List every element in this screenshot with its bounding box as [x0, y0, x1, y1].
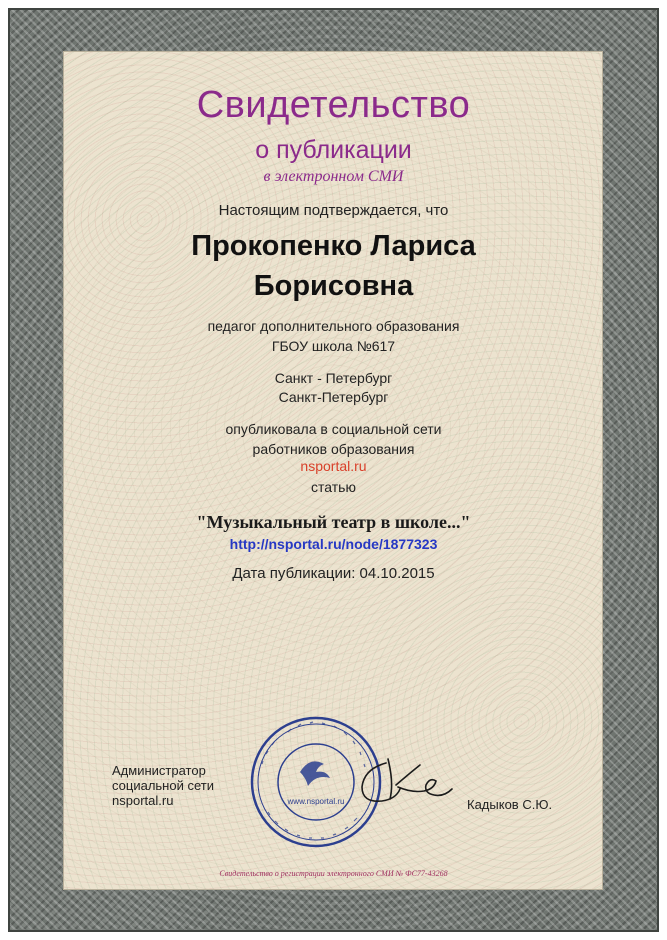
recipient-school: ГБОУ школа №617 — [271, 338, 396, 354]
publication-date: Дата публикации: 04.10.2015 — [232, 565, 435, 582]
certificate-title: Свидетельство — [196, 84, 471, 126]
recipient-position: педагог дополнительного образования — [207, 318, 460, 334]
seal-text: www.nsportal.ru — [287, 797, 345, 806]
published-text-line2: работников образования — [252, 441, 415, 457]
published-text-line1: опубликовала в социальной сети — [225, 421, 442, 437]
signer-name: Кадыков С.Ю. — [467, 797, 553, 812]
administrator-block — [112, 763, 214, 808]
signature-icon — [348, 745, 468, 815]
article-word: статью — [311, 479, 356, 495]
registration-note: Свидетельство о регистрации электронного СМИ № ФС77-43268 — [219, 869, 448, 878]
article-url-wrap — [0, 536, 667, 554]
site-name: nsportal.ru — [300, 458, 367, 474]
article-title: "Музыкальный театр в школе..." — [196, 512, 471, 532]
certificate-subtitle: о публикации — [255, 136, 412, 164]
recipient-name-line1: Прокопенко Лариса — [191, 230, 476, 262]
admin-line1: Администратор — [112, 763, 206, 778]
media-note: в электронном СМИ — [263, 168, 404, 185]
recipient-city: Санкт - Петербург — [274, 370, 393, 386]
admin-line3: nsportal.ru — [112, 793, 174, 808]
admin-line2: социальной сети — [112, 778, 214, 793]
recipient-name-line2: Борисовна — [253, 270, 414, 302]
confirm-text: Настоящим подтверждается, что — [218, 202, 449, 219]
article-link[interactable]: http://nsportal.ru/node/1877323 — [229, 536, 438, 552]
recipient-region: Санкт-Петербург — [278, 389, 389, 405]
